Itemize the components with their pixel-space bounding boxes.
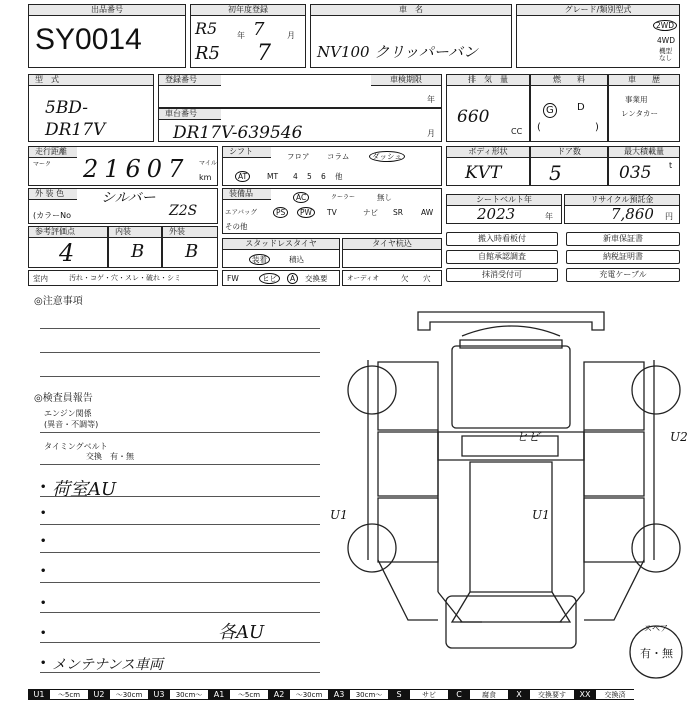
seatbelt-label: シートベルト年 (447, 195, 561, 206)
legend-value-a3: 30cm〜 (350, 689, 388, 700)
history-label: 車 歴 (609, 75, 679, 86)
grade-label: グレード/類別型式 (517, 5, 679, 16)
equip-ac: AC (293, 192, 309, 203)
legend-code-x: X (508, 689, 530, 700)
mark-u1-center: U1 (532, 508, 550, 522)
report-line-1: 荷室AU (52, 479, 117, 500)
mileage-unit: km (199, 173, 212, 182)
legend-value-u2: 〜30cm (110, 689, 148, 700)
legend-value-u3: 30cm〜 (170, 689, 208, 700)
timing-label: タイミングベルト (44, 442, 108, 451)
max-load-label: 最大積載量 (609, 147, 679, 158)
model-label: 型 式 (29, 75, 153, 86)
caution-title: ◎注意事項 (34, 296, 83, 307)
report-bullet-4: • (40, 566, 47, 577)
inspection-month-unit: 月 (427, 129, 435, 138)
equip-aw: AW (421, 208, 434, 217)
shift-at: AT (235, 171, 250, 182)
color-label: 外 装 色 (29, 189, 77, 200)
shift-label: シフト (223, 147, 271, 158)
month-unit-1: 月 (287, 31, 295, 40)
year-unit-1: 年 (237, 31, 245, 40)
legend-code-a1: A1 (208, 689, 230, 700)
shift-dash: ダッシュ (369, 151, 405, 162)
tire-label: タイヤ杭込 (343, 239, 441, 250)
report-bullet-2: • (40, 508, 47, 519)
recycle-value: 7,860 (611, 205, 654, 223)
equip-ps: PS (273, 207, 288, 218)
report-bullet-5: • (40, 598, 47, 609)
color-code-label: (カラーNo (33, 211, 71, 220)
shift-floor: フロア (287, 152, 310, 161)
spare-value: 有・無 (640, 647, 673, 660)
shift-gear-4: 4 (293, 172, 298, 181)
report-line-7: メンテナンス車両 (52, 657, 163, 673)
legend-code-u1: U1 (28, 689, 50, 700)
interior-condition-items: 汚れ・コゲ・穴・スレ・破れ・シミ (69, 274, 181, 282)
shift-column: コラム (327, 152, 350, 161)
body-type-label: ボディ形状 (447, 147, 529, 158)
equip-sr: SR (393, 208, 403, 217)
legend-code-s: S (388, 689, 410, 700)
interior-grade-label: 内装 (109, 227, 161, 238)
btn-new-car-warranty[interactable]: 新車保証書 (566, 232, 680, 246)
equip-other: その他 (225, 222, 248, 231)
fw-crack: ヒビ (259, 273, 280, 284)
inspection-label: 車検期限 (371, 75, 441, 86)
legend-value-c: 腐食 (470, 689, 508, 700)
legend-value-xx: 交換済 (596, 689, 634, 700)
body-type-value: KVT (465, 163, 502, 183)
mileage-value: 21607 (83, 155, 190, 183)
report-bullet-6: • (40, 628, 47, 639)
equip-tv: TV (327, 208, 337, 217)
displacement-value: 660 (457, 107, 490, 127)
first-registration-label: 初年度登録 (191, 5, 305, 16)
shift-gear-5: 5 (307, 172, 312, 181)
legend-value-a2: 〜30cm (290, 689, 328, 700)
shift-mt: MT (267, 172, 279, 181)
max-load-unit: t (669, 161, 673, 170)
report-bullet-7: • (40, 658, 47, 669)
drive-none: 機型なし (659, 47, 672, 62)
fw-label: FW (227, 274, 239, 283)
car-name-label: 車 名 (311, 5, 511, 16)
first-registration-era: R5 (195, 19, 218, 38)
exterior-grade-label: 外装 (163, 227, 217, 238)
legend-value-u1: 〜5cm (50, 689, 88, 700)
engine-sub: (異音・不調等) (44, 420, 99, 429)
legend-code-a3: A3 (328, 689, 350, 700)
recycle-unit: 円 (665, 212, 673, 221)
timing-sub: 交換 有・無 (86, 452, 134, 461)
reg-no-label: 登録番号 (159, 75, 221, 86)
cc-unit: CC (511, 127, 523, 136)
drive-4wd: 4WD (657, 36, 675, 45)
mark-u1-left: U1 (330, 508, 348, 522)
mileage-label: 走行距離 (29, 147, 77, 158)
fuel-d: D (577, 102, 585, 113)
engine-label: エンジン関係 (44, 409, 92, 418)
lot-number-value: SY0014 (35, 23, 142, 56)
btn-self-approval[interactable]: 自館承認調査 (446, 250, 558, 264)
exterior-grade-value: B (185, 241, 199, 262)
btn-tax-certificate[interactable]: 納税証明書 (566, 250, 680, 264)
mileage-unit-top: マイル (199, 160, 217, 167)
model-value: 5BD-DR17V (45, 98, 106, 140)
fw-a: A (287, 273, 298, 284)
fuel-paren-2: ) (595, 122, 599, 133)
legend-code-u2: U2 (88, 689, 110, 700)
legend-value-x: 交換要す (530, 689, 574, 700)
displacement-label: 排 気 量 (447, 75, 529, 86)
audio-missing: 欠 (401, 274, 409, 283)
fw-replace: 交換要 (305, 274, 328, 283)
equip-airbag: エアバッグ (225, 208, 257, 216)
fuel-label: 燃 料 (531, 75, 607, 86)
seatbelt-value: 2023 (477, 205, 516, 223)
history-rental: レンタカー (621, 109, 659, 118)
inspection-year-unit: 年 (427, 95, 435, 104)
equipment-label: 装備品 (223, 189, 271, 200)
interior-condition-label: 室内 (33, 274, 48, 283)
legend-value-s: サビ (410, 689, 448, 700)
history-business: 事業用 (625, 95, 648, 104)
btn-carry-in-sign[interactable]: 搬入時看板付 (446, 232, 558, 246)
report-bullet-3: • (40, 536, 47, 547)
mileage-sub: マーク (33, 161, 52, 168)
first-registration-month-2: 7 (257, 41, 271, 66)
legend-code-c: C (448, 689, 470, 700)
spare-label: スペア (644, 624, 668, 633)
btn-deregistration[interactable]: 抹消受付可 (446, 268, 558, 282)
lot-number-label: 出品番号 (29, 5, 185, 16)
inspector-title: ◎検査員報告 (34, 393, 93, 404)
mark-u2-right: U2 (670, 430, 688, 444)
shift-gear-other: 他 (335, 172, 343, 181)
shift-gear-6: 6 (321, 172, 326, 181)
equip-cooler: クーラー (331, 194, 356, 201)
report-line-6: 各AU (218, 622, 265, 643)
legend-value-a1: 〜5cm (230, 689, 268, 700)
chassis-value: DR17V-639546 (173, 123, 303, 143)
drive-2wd: 2WD (653, 20, 677, 31)
fuel-g: G (543, 103, 557, 118)
audio-label: オーディオ (347, 274, 379, 282)
chassis-label: 車台番号 (159, 109, 221, 120)
btn-charging-cable[interactable]: 充電ケーブル (566, 268, 680, 282)
recycle-label: リサイクル預託金 (565, 195, 679, 206)
fuel-paren-1: ( (537, 122, 541, 133)
equip-none: 無し (377, 193, 392, 202)
studless-mounted: 装着 (249, 254, 270, 265)
score-value: 4 (59, 239, 75, 267)
car-name-value: NV100 クリッパーバン (317, 43, 479, 61)
score-label: 参考評価点 (29, 227, 107, 238)
first-registration-month: 7 (253, 19, 265, 40)
legend-code-u3: U3 (148, 689, 170, 700)
legend-code-a2: A2 (268, 689, 290, 700)
doors-value: 5 (549, 161, 562, 185)
mark-crack-windshield: ヒビ (516, 430, 541, 444)
seatbelt-unit: 年 (545, 212, 553, 221)
studless-loaded: 積込 (289, 255, 304, 264)
max-load-value: 035 (619, 163, 652, 183)
doors-label: ドア数 (531, 147, 607, 158)
first-registration-era-2: R5 (195, 43, 221, 64)
legend-code-xx: XX (574, 689, 596, 700)
color-code-value: Z2S (169, 203, 198, 219)
color-value: シルバー (101, 190, 156, 206)
audio-hole: 穴 (423, 274, 431, 283)
equip-navi: ナビ (363, 208, 378, 217)
equip-pw: PW (297, 207, 315, 218)
interior-grade-value: B (131, 241, 145, 262)
studless-label: スタッドレスタイヤ (223, 239, 339, 250)
report-bullet-1: • (40, 482, 47, 493)
